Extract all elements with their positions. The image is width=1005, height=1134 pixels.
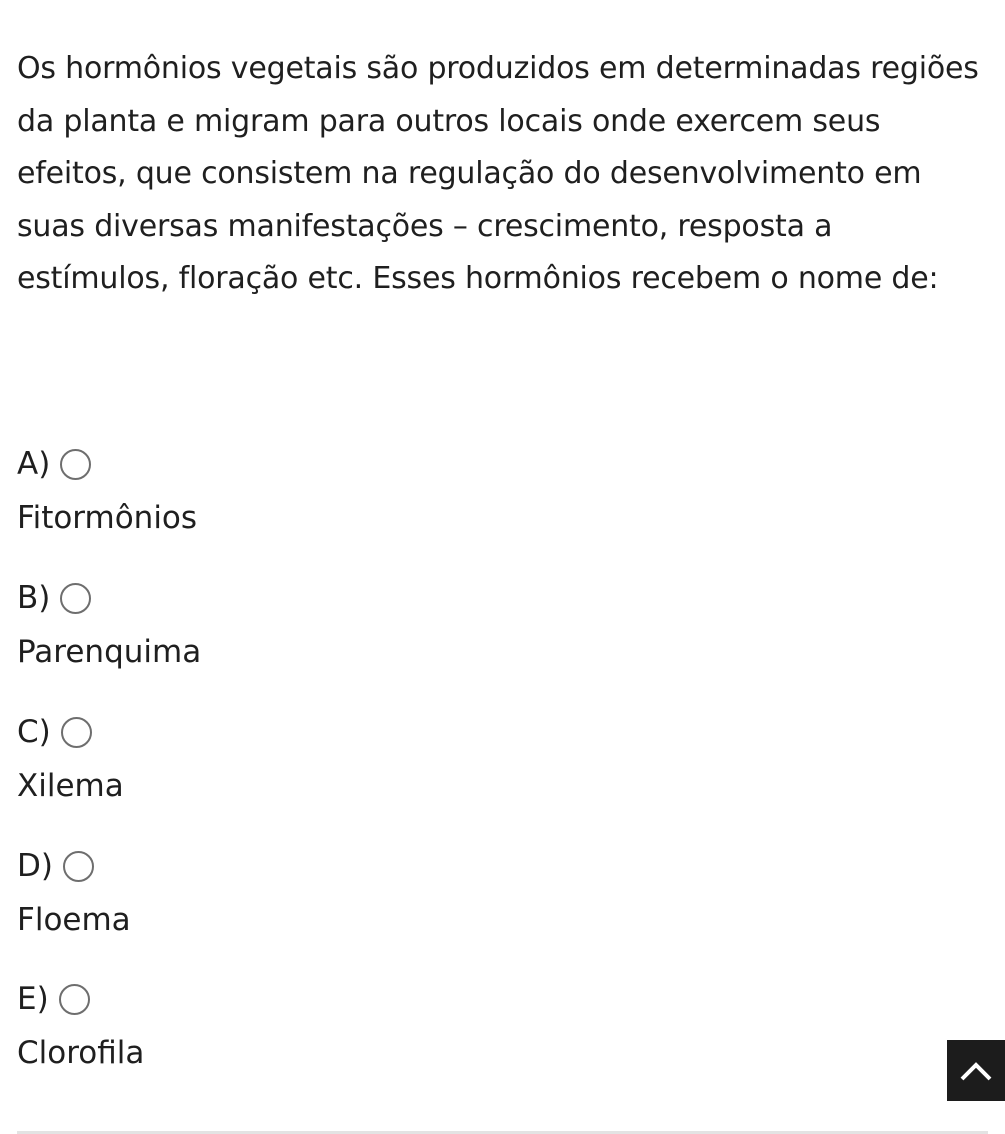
chevron-up-icon — [959, 1060, 993, 1082]
option-d-label: Floema — [17, 902, 131, 938]
option-d[interactable] — [17, 840, 617, 946]
option-b-label: Parenquima — [17, 634, 202, 670]
scroll-to-top-button[interactable] — [947, 1040, 1005, 1101]
option-b[interactable] — [17, 572, 617, 678]
option-e-label: Clorofila — [17, 1035, 145, 1071]
option-letter: D) — [17, 848, 53, 884]
question-text: Os hormônios vegetais são produzidos em determinadas regiões da planta e migram para outros locais onde exercem seus efeitos, que consistem na regulação do desenvolvimento em suas diversas manifestações – crescimento, resposta a estímulos, floração etc. Esses hormônios recebem o nome de: — [17, 51, 979, 296]
option-e[interactable] — [17, 973, 617, 1079]
option-d-radio[interactable] — [63, 851, 94, 882]
option-letter: B) — [17, 580, 51, 616]
option-a-radio[interactable] — [60, 449, 91, 480]
option-a-label: Fitormônios — [17, 500, 198, 536]
option-c-radio[interactable] — [61, 717, 92, 748]
option-letter: A) — [17, 446, 51, 482]
option-letter: C) — [17, 714, 51, 750]
option-e-radio[interactable] — [59, 984, 90, 1015]
option-letter: E) — [17, 981, 49, 1017]
option-a[interactable] — [17, 438, 617, 544]
option-b-radio[interactable] — [60, 583, 91, 614]
option-c-label: Xilema — [17, 768, 124, 804]
option-c[interactable] — [17, 706, 617, 812]
